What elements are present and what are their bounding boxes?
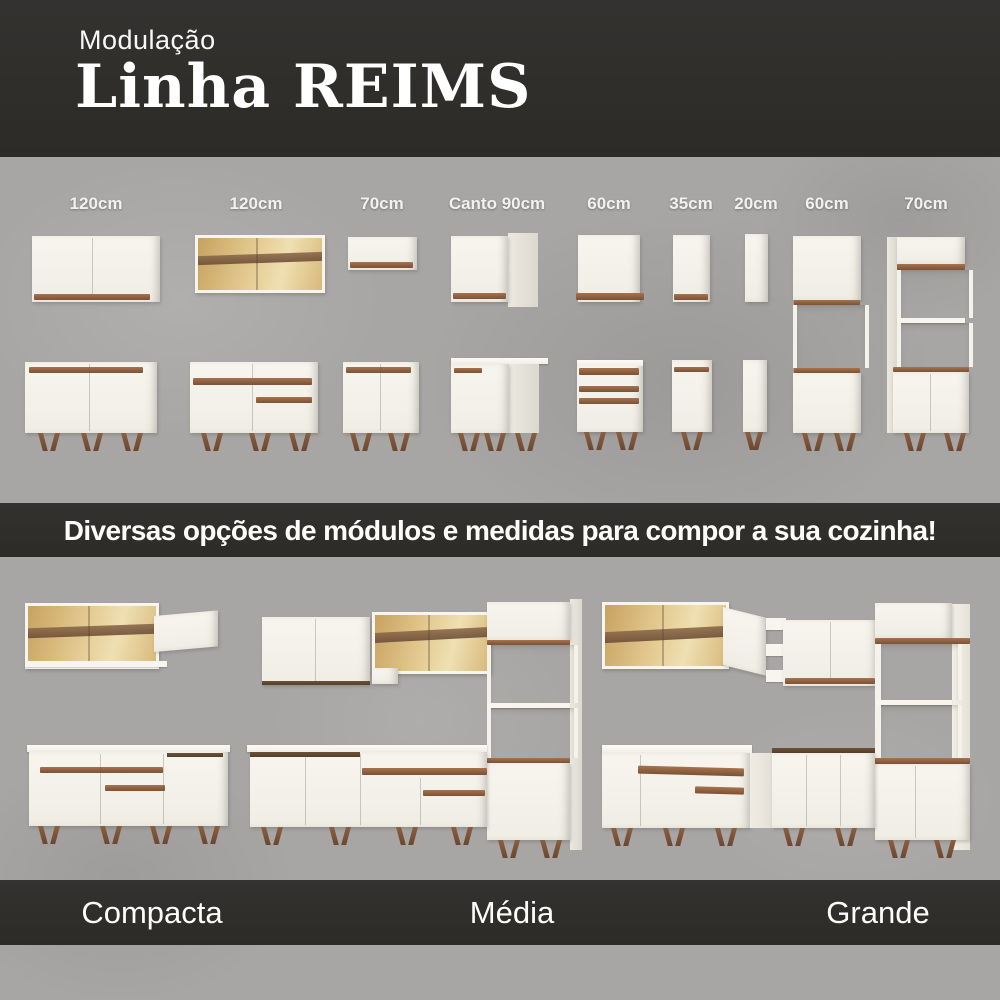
grande-corner-panel xyxy=(723,607,766,676)
corner-cabinet-side-panel xyxy=(508,233,538,307)
cabinet-legs xyxy=(288,433,312,451)
base-cabinet-70 xyxy=(343,362,419,433)
base-cabinet-120 xyxy=(25,362,157,433)
glass-door-divider xyxy=(662,605,664,666)
cabinet-legs xyxy=(80,433,104,451)
open-shelf-niche xyxy=(875,644,962,700)
wood-trim xyxy=(193,378,312,385)
cabinet-legs xyxy=(197,826,221,844)
module-size-label: 60cm xyxy=(805,194,849,213)
media-tower-base-door xyxy=(487,763,570,840)
compacta-base-cabinet xyxy=(29,752,228,826)
tall-cabinet-70-top-door xyxy=(897,237,965,264)
cabinet-legs xyxy=(662,828,686,846)
dark-wood-trim xyxy=(262,681,370,685)
cabinet-legs xyxy=(457,433,481,451)
cabinet-legs xyxy=(514,433,538,451)
wood-trim xyxy=(454,368,482,373)
wood-trim xyxy=(40,767,163,773)
media-tower-top-door xyxy=(487,602,570,640)
cabinet-legs xyxy=(37,826,61,844)
open-shelf-niche xyxy=(487,708,578,758)
kitchen-label-compacta: Compacta xyxy=(81,895,223,930)
tall-cabinet-70-base-doors xyxy=(893,372,969,433)
wood-trim xyxy=(350,262,413,268)
dark-wood-trim xyxy=(167,753,223,757)
module-size-label: 35cm xyxy=(669,194,713,213)
cabinet-legs xyxy=(120,433,144,451)
countertop xyxy=(577,360,643,366)
media-connector-panel xyxy=(372,668,398,684)
open-shelf-niche xyxy=(875,705,962,758)
module-size-label: 120cm xyxy=(69,194,123,213)
wall-cabinet-70 xyxy=(348,237,417,270)
drawer-base-cabinet-60 xyxy=(577,360,643,432)
cabinet-legs xyxy=(149,826,173,844)
cabinet-legs xyxy=(395,827,419,845)
wood-trim xyxy=(362,768,487,775)
wood-trim xyxy=(579,398,639,404)
door-divider xyxy=(360,754,361,825)
door-divider xyxy=(305,754,306,825)
glass-wall-cabinet-120 xyxy=(195,235,325,293)
cabinet-legs xyxy=(328,827,352,845)
wood-trim xyxy=(674,294,708,300)
module-size-label: 60cm xyxy=(587,194,631,213)
wood-trim xyxy=(576,293,644,300)
module-size-label: 70cm xyxy=(904,194,948,213)
wall-cabinet-60 xyxy=(578,235,640,302)
cabinet-legs xyxy=(583,432,607,450)
wood-trim xyxy=(579,386,639,392)
grande-glass-wall-cabinet xyxy=(602,602,729,669)
grande-tower-base-doors xyxy=(875,764,970,840)
open-shelf-niche xyxy=(897,323,973,367)
countertop xyxy=(602,745,752,753)
wood-trim xyxy=(34,294,150,300)
media-glass-wall-cabinet xyxy=(372,612,491,674)
cabinet-legs xyxy=(833,433,857,451)
glass-wood-band xyxy=(25,624,159,639)
glass-wood-band xyxy=(602,626,729,644)
wood-trim xyxy=(695,786,744,794)
door-divider xyxy=(163,754,164,824)
cabinet-legs xyxy=(615,432,639,450)
cabinet-legs xyxy=(887,840,911,858)
module-size-label: 70cm xyxy=(360,194,404,213)
cabinet-legs xyxy=(903,433,927,451)
cabinet-legs xyxy=(680,432,704,450)
glass-wood-band xyxy=(372,627,491,643)
compacta-small-wall-cabinet xyxy=(154,610,218,652)
cabinet-legs xyxy=(248,433,272,451)
wall-shelf xyxy=(25,661,167,667)
grande-corner-base xyxy=(750,753,774,828)
module-size-label: Canto 90cm xyxy=(448,194,546,213)
wood-trim xyxy=(105,785,165,791)
tall-cabinet-60-base-door xyxy=(793,373,861,433)
wood-trim xyxy=(423,790,485,796)
open-shelf-niche xyxy=(897,270,973,318)
corner-wall-cabinet-90 xyxy=(451,236,508,302)
open-shelf-niche xyxy=(487,645,578,703)
cabinet-legs xyxy=(99,826,123,844)
cabinet-legs xyxy=(497,840,521,858)
cabinet-legs xyxy=(37,433,61,451)
glass-wood-band xyxy=(195,252,325,266)
door-divider xyxy=(252,364,253,431)
wood-trim xyxy=(453,293,506,299)
door-divider xyxy=(930,374,931,431)
cabinet-legs xyxy=(610,828,634,846)
grande-tower-top-door xyxy=(875,603,952,638)
door-divider xyxy=(830,622,831,684)
grande-base-right-run xyxy=(772,753,875,828)
cabinet-legs xyxy=(834,828,858,846)
door-divider xyxy=(315,619,316,683)
wood-trim xyxy=(579,368,639,375)
banner-text: Diversas opções de módulos e medidas para compor a sua cozinha! xyxy=(63,515,937,546)
door-divider xyxy=(806,755,807,826)
door-divider xyxy=(380,364,381,431)
wood-trim xyxy=(785,678,875,684)
door-divider xyxy=(420,778,421,825)
kitchen-label-media: Média xyxy=(469,895,555,930)
glass-door-divider xyxy=(428,615,430,671)
cabinet-legs xyxy=(801,433,825,451)
wood-trim xyxy=(638,766,744,777)
door-divider xyxy=(915,766,916,838)
cabinet-legs xyxy=(782,828,806,846)
wall-cabinet-120 xyxy=(32,236,160,302)
cabinet-legs xyxy=(744,432,764,450)
glass-door-divider xyxy=(88,606,90,666)
open-shelf-niche xyxy=(793,305,869,368)
corner-base-cabinet-90 xyxy=(451,364,509,433)
grande-base-left-run xyxy=(602,753,750,828)
cabinet-legs xyxy=(943,433,967,451)
media-upper-cabinet xyxy=(262,617,370,685)
cabinet-legs xyxy=(714,828,738,846)
cabinet-legs xyxy=(483,433,507,451)
compacta-glass-wall-cabinet xyxy=(25,603,159,669)
wood-trim xyxy=(256,397,312,403)
wall-cabinet-20 xyxy=(745,234,768,302)
cabinet-legs xyxy=(450,827,474,845)
countertop xyxy=(27,745,230,752)
cabinet-legs xyxy=(260,827,284,845)
wood-trim xyxy=(674,367,709,372)
door-divider xyxy=(92,238,93,300)
module-size-label: 20cm xyxy=(734,194,778,213)
countertop xyxy=(247,745,487,752)
cabinet-legs xyxy=(539,840,563,858)
page-title: Linha REIMS xyxy=(75,52,532,122)
wood-trim xyxy=(346,367,411,373)
base-cabinet-20 xyxy=(743,360,767,432)
cabinet-legs xyxy=(200,433,224,451)
base-cabinet-35 xyxy=(672,360,712,432)
door-divider xyxy=(840,755,841,826)
wall-cabinet-35 xyxy=(673,235,710,302)
wood-trim xyxy=(29,367,143,373)
corner-base-side-panel xyxy=(509,364,539,433)
grande-upper-cabinet xyxy=(783,620,877,686)
media-base-counter xyxy=(250,752,487,827)
glass-door-divider xyxy=(256,238,258,290)
door-divider xyxy=(89,364,90,431)
header-kicker: Modulação xyxy=(79,25,216,55)
cabinet-legs xyxy=(387,433,411,451)
base-cabinet-drawers-120 xyxy=(190,362,318,433)
cabinet-legs xyxy=(933,840,957,858)
kitchen-label-grande: Grande xyxy=(826,895,930,930)
door-divider xyxy=(100,754,101,824)
cabinet-legs xyxy=(349,433,373,451)
module-size-label: 120cm xyxy=(229,194,283,213)
tall-cabinet-60-top-door xyxy=(793,236,861,300)
